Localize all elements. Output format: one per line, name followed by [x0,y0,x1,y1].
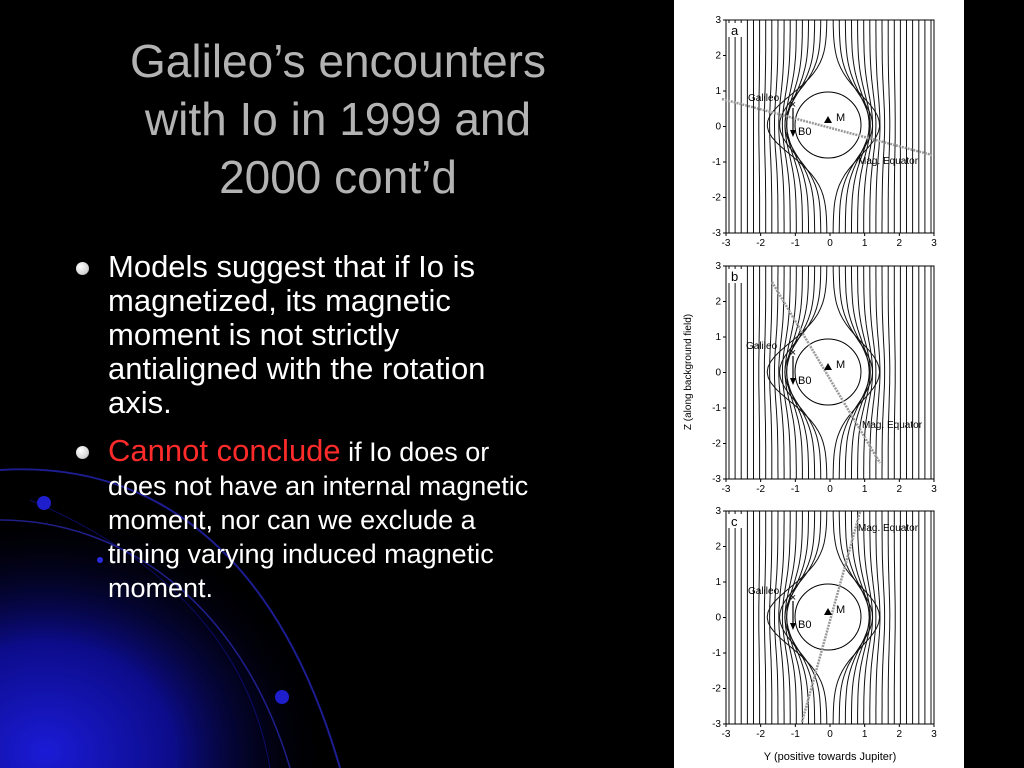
field-line [775,266,779,479]
field-line [759,20,760,233]
field-line [764,511,765,724]
y-tick-label: 3 [715,506,721,517]
y-tick-label: 3 [715,261,721,272]
x-tick-label: 3 [931,238,937,249]
galileo-label: Galileo [746,341,778,352]
x-tick-label: 0 [827,484,833,495]
x-tick-label: 0 [827,729,833,740]
y-tick-label: 0 [715,367,721,379]
field-line [894,511,895,724]
y-tick-label: 1 [715,332,721,343]
field-line [864,20,873,233]
title-line: 2000 cont’d [219,151,457,203]
field-line [888,20,890,233]
moment-label: M [836,359,846,371]
x-tick-label: 0 [827,238,833,249]
x-tick-label: -3 [721,729,731,740]
field-line [770,266,772,479]
y-tick-label: 2 [715,541,721,553]
x-tick-label: -1 [790,238,800,249]
y-tick-label: -2 [712,192,721,204]
y-tick-label: 2 [715,50,721,62]
title-line: with Io in 1999 and [144,93,532,145]
x-tick-label: -1 [790,484,800,495]
panel-letter: c [731,514,738,529]
y-tick-label: 0 [715,612,721,624]
field-line [759,511,760,724]
y-tick-label: -3 [712,719,721,730]
plot-panel [712,15,937,249]
bullet-highlight: Cannot conclude [108,433,341,468]
galileo-label: Galileo [748,586,780,597]
x-tick-label: 2 [896,729,903,740]
field-line [770,20,772,233]
field-line [764,266,765,479]
galileo-mark-icon: × [789,347,797,359]
y-tick-label: -1 [712,403,721,414]
x-tick-label: 2 [896,238,903,249]
y-tick-label: 0 [715,121,721,133]
bullet-text: if Io does or does not have an internal magnetic moment, nor can we exclude a timing varying induced magnetic moment. [108,437,529,603]
y-tick-label: 2 [715,296,721,308]
field-line [775,20,779,233]
slide-title [88,32,588,206]
plot-panel [712,506,937,740]
equator-label: Mag. Equator [858,523,919,534]
x-tick-label: 2 [896,484,903,495]
panel-letter: a [731,23,739,38]
y-tick-label: 1 [715,86,721,97]
y-tick-label: -3 [712,228,721,239]
y-tick-label: -1 [712,648,721,659]
bullet-item [72,434,542,605]
galileo-label: Galileo [748,93,780,104]
decor-dot [37,496,51,510]
x-axis-label: Y (positive towards Jupiter) [763,751,897,763]
field-line [882,266,885,479]
x-tick-label: -3 [721,238,731,249]
galileo-trajectory [772,282,880,463]
x-tick-label: 1 [861,238,868,249]
b0-arrow-icon [790,378,796,385]
x-tick-label: 3 [931,729,937,740]
equator-label: Mag. Equator [862,420,923,431]
y-tick-label: -2 [712,438,721,450]
b0-arrow-icon [790,623,796,630]
io-body [795,92,861,158]
y-tick-label: -2 [712,683,721,695]
field-line [894,266,895,479]
field-line-plots [674,0,964,768]
galileo-mark-icon: × [789,99,797,111]
field-line [764,20,765,233]
field-line [864,511,873,724]
field-line [882,20,885,233]
x-tick-label: -2 [756,484,766,495]
panel-letter: b [731,269,739,284]
y-tick-label: 3 [715,15,721,26]
bullet-dot-icon [76,262,89,275]
decor-dot [275,690,289,704]
y-tick-label: 1 [715,577,721,588]
x-tick-label: -1 [790,729,800,740]
field-line [882,511,885,724]
y-axis-label: Z (along background field) [683,313,694,431]
moment-label: M [836,112,846,124]
title-line: Galileo’s encounters [130,35,546,87]
field-line-figure [674,0,964,768]
moment-label: M [836,604,846,616]
io-body [795,584,861,650]
x-tick-label: 1 [861,729,868,740]
bullet-dot-icon [76,446,89,459]
bullet-text: Models suggest that if Io is magnetized, its magnetic moment is not strictly antialigned with the rotation axis. [108,249,486,420]
x-tick-label: 1 [861,484,868,495]
b0-label: B0 [798,126,812,138]
bullet-list [72,250,542,605]
x-tick-label: 3 [931,484,937,495]
bullet-item [72,250,542,420]
y-tick-label: -3 [712,474,721,485]
b0-arrow-icon [790,130,796,137]
y-tick-label: -1 [712,157,721,168]
x-tick-label: -2 [756,729,766,740]
field-line [770,511,772,724]
field-line [894,20,895,233]
field-line [775,511,779,724]
field-line [888,266,890,479]
field-line [888,511,890,724]
x-tick-label: -2 [756,238,766,249]
b0-label: B0 [798,619,812,631]
plot-panel [712,261,937,495]
equator-label: Mag. Equator [858,156,919,167]
field-line [759,266,760,479]
x-tick-label: -3 [721,484,731,495]
b0-label: B0 [798,375,812,387]
io-body [795,339,861,405]
galileo-mark-icon: × [789,592,797,604]
